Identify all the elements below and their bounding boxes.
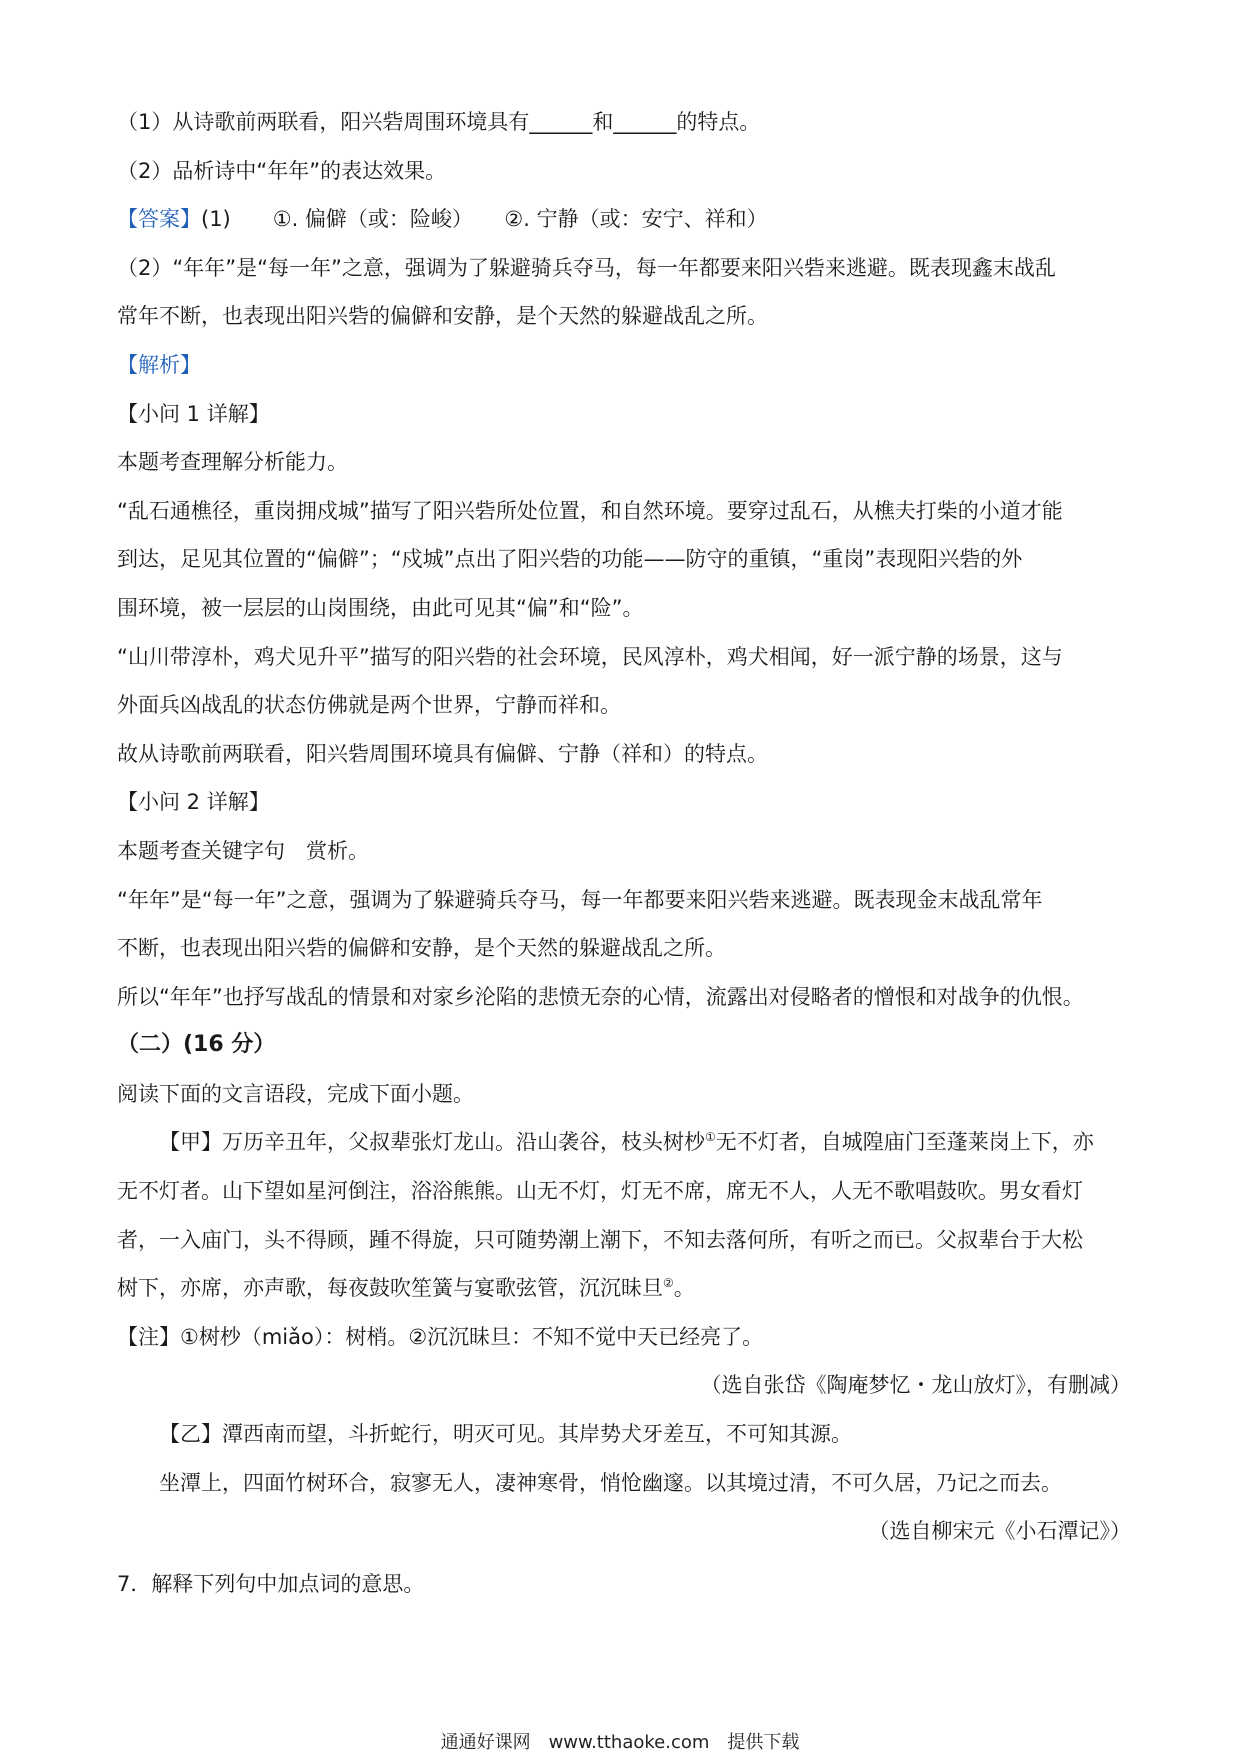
- sub1-line5: “山川带淳朴，鸡犬见升平”描写的阳兴砦的社会环境，民风淳朴，鸡犬相闻，好一派宁静的场景，这与: [117, 644, 1063, 669]
- answer-part1: (1) ①. 偏僻（或：险峻） ②. 宁静（或：安宁、祥和）: [201, 207, 768, 232]
- answer-line-1: [117, 195, 1139, 244]
- sub1-line3: 到达，足见其位置的“偏僻”；“戍城”点出了阳兴砦的功能——防守的重镇，“重岗”表现阳兴砦的外: [117, 547, 1023, 572]
- sub1-title: 【小问 1 详解】: [117, 401, 270, 426]
- footnote-marker-1: ①: [705, 1130, 716, 1145]
- source-yi: （选自柳宋元《小石潭记》）: [868, 1519, 1131, 1544]
- passage-jia-line4-b: 。: [673, 1276, 695, 1301]
- analysis-label: 【解析】: [117, 352, 201, 377]
- sub2-line3: 不断，也表现出阳兴砦的偏僻和安静，是个天然的躲避战乱之所。: [117, 936, 726, 961]
- sub1-line6: 外面兵凶战乱的状态仿佛就是两个世界，宁静而祥和。: [117, 693, 621, 718]
- sub2-title: 【小问 2 详解】: [117, 790, 270, 815]
- passage-note: 【注】①树杪（miǎo）：树梢。②沉沉昧旦：不知不觉中天已经亮了。: [117, 1324, 764, 1349]
- page-footer: 通通好课网 www.tthaoke.com 提供下载: [440, 1732, 800, 1753]
- sub2-line2: “年年”是“每一年”之意，强调为了躲避骑兵夺马，每一年都要来阳兴砦来逃避。既表现金末战乱常年: [117, 887, 1043, 912]
- passage-jia-line1: [117, 1118, 1139, 1167]
- passage-jia-line3: 者，一入庙门，头不得顾，踵不得旋，只可随势潮上潮下，不知去落何所，有听之而已。父叔辈台于大松: [117, 1227, 1083, 1252]
- section2-title: （二）(16 分）: [117, 1032, 276, 1058]
- question-7: 7．解释下列句中加点词的意思。: [117, 1571, 425, 1596]
- answer-part2-line2: 常年不断，也表现出阳兴砦的偏僻和安静，是个天然的躲避战乱之所。: [117, 304, 768, 329]
- section2-instruction: 阅读下面的文言语段，完成下面小题。: [117, 1081, 474, 1106]
- passage-yi-line2: 坐潭上，四面竹树环合，寂寥无人，凄神寒骨，悄怆幽邃。以其境过清，不可久居，乃记之而去。: [159, 1470, 1062, 1495]
- answer-label: 【答案】: [117, 207, 201, 232]
- document-page: [117, 98, 1139, 1608]
- sub2-line4: 所以“年年”也抒写战乱的情景和对家乡沦陷的悲愤无奈的心情，流露出对侵略者的憎恨和对战争的仇恨。: [117, 984, 1084, 1009]
- footnote-marker-2: ②: [663, 1276, 674, 1291]
- passage-jia-line1-b: 无不灯者，自城隍庙门至蓬莱岗上下，亦: [715, 1130, 1094, 1155]
- answer-part2-line1: （2）“年年”是“每一年”之意，强调为了躲避骑兵夺马，每一年都要来阳兴砦来逃避。既表现鑫末战乱: [117, 255, 1056, 280]
- passage-jia-line4: [117, 1264, 1139, 1313]
- question-sub2: （2）品析诗中“年年”的表达效果。: [117, 158, 447, 183]
- passage-jia-line4-a: 树下，亦席，亦声歌，每夜鼓吹笙簧与宴歌弦管，沉沉昧旦: [117, 1276, 663, 1301]
- sub1-line2: “乱石通樵径，重岗拥戍城”描写了阳兴砦所处位置，和自然环境。要穿过乱石，从樵夫打柴的小道才能: [117, 498, 1063, 523]
- passage-jia-line1-a: 【甲】万历辛丑年，父叔辈张灯龙山。沿山袭谷，枝头树杪: [159, 1130, 705, 1155]
- sub1-line1: 本题考查理解分析能力。: [117, 450, 348, 475]
- sub1-line4: 围环境，被一层层的山岗围绕，由此可见其“偏”和“险”。: [117, 595, 644, 620]
- question-sub1: （1）从诗歌前两联看，阳兴砦周围环境具有______和______的特点。: [117, 110, 761, 134]
- sub2-line1: 本题考查关键字句 赏析。: [117, 838, 369, 863]
- source-jia: （选自张岱《陶庵梦忆・龙山放灯》，有删减）: [700, 1373, 1131, 1398]
- passage-yi-line1: 【乙】潭西南而望，斗折蛇行，明灭可见。其岸势犬牙差互，不可知其源。: [159, 1422, 852, 1447]
- sub1-line7: 故从诗歌前两联看，阳兴砦周围环境具有偏僻、宁静（祥和）的特点。: [117, 741, 768, 766]
- passage-jia-line2: 无不灯者。山下望如星河倒注，浴浴熊熊。山无不灯，灯无不席，席无不人，人无不歌唱鼓吹。男女看灯: [117, 1179, 1083, 1204]
